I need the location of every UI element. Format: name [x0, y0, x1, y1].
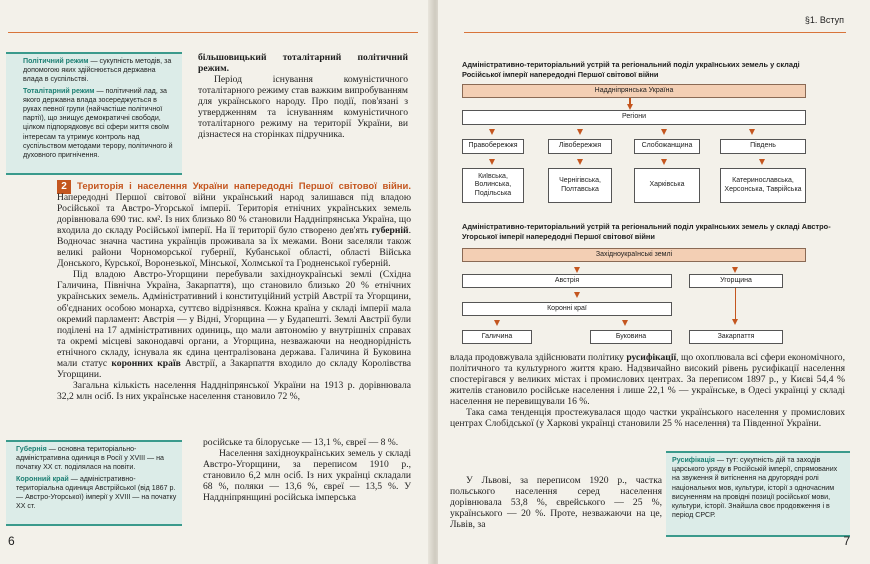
diagram-2-header: Західноукраїнські землі — [462, 248, 806, 262]
transcarpathia-box: Закарпаття — [689, 330, 783, 344]
section-paragraph-1: Територія і населення України напередодні Першої світової війни. Напередодні Першої світової війни український народ залишався під владою Російської та Австро-Угорської імперії. Територія етнічних українських земель дорівнювала 690 тис. км². Із них близько 80 % становили Наддніпрянська Україна, що входила до складу Російської імперії. На її території було створено дев'ять губерній. Водночас значна частина українців проживала за їх межами. Вони заселяли також великі райони Чорноморської губернії, Кубанської області, області Війська Донського, Курської, Воронезької, Мінської, Холмської та Гродненської губерній. — [57, 181, 411, 270]
right-text-bottom — [450, 475, 662, 530]
austria-box: Австрія — [462, 274, 672, 288]
gloss-gubernia: Губернія — основна територіально-адміністративна одиниця в Росії у XVIII — на початку XX ст. поділялася на повіти. — [16, 445, 164, 472]
arrow-down-icon — [489, 159, 495, 165]
lviv-paragraph: У Львові, за переписом 1920 р., частка польського населення серед населення дорівнювала 53,8 %, єврейського — 25 %, українського — 20 %. Проте, незважаючи на це, Львів, за — [450, 475, 662, 531]
arrow-down-icon — [759, 159, 765, 165]
hungary-box: Угорщина — [689, 274, 783, 288]
region-box: Правобережжя — [462, 139, 524, 154]
crown-lands-box: Коронні краї — [462, 302, 672, 316]
russification-paragraph: влада продовжувала здійснювати політику русифікації, що охоплювала всі сфери економічного, політичного та культурного життя краю. Надзвичайно високий рівень русифікації населення спостерігався у великих містах і промислових центрах. За переписом 1897 р., у Києві 54,4 % жителів становило російське населення і лише 22,1 % — українське, в Одесі українці у складі населення не перевищували 16 %. — [450, 352, 845, 408]
top-rule — [8, 32, 418, 33]
text-western-pop: Населення західноукраїнських земель у складі Австро-Угорщини, за переписом 1910 р., становило 6,2 млн осіб. Із них українці складали 68 %, поляки — 13,6 %, євреї — 13,5 %. У Наддніпрянщині російська імперська — [203, 448, 411, 504]
arrow-down-icon — [574, 267, 580, 273]
gloss-political-regime: Політичний режим — сукупність методів, за допомогою яких здійснюється державна влада в суспільстві. — [23, 57, 172, 84]
right-text-top — [450, 352, 845, 429]
diagram-1-header: Наддніпрянська Україна — [462, 84, 806, 98]
text-regime-name: більшовицький тоталітарний політичний режим. — [198, 52, 408, 75]
text-russian-pop: російське та білоруське — 13,1 %, євреї — 8 %. — [203, 437, 399, 448]
section-paragraph-3: Загальна кількість населення Наддніпрянської України на 1913 р. дорівнювала 32,2 млн осіб. Із них українське населення становило 72 %, — [57, 379, 411, 402]
trend-paragraph: Така сама тенденція простежувалася щодо частки українського населення у промислових центрах Слобідської (у Харкові українці становили 25 % населення) та Південної України. — [450, 407, 845, 430]
arrow-line — [735, 288, 737, 320]
arrow-down-icon — [732, 319, 738, 325]
section-title: Територія і населення України напередодні Першої світової війни. — [77, 181, 411, 192]
arrow-down-icon — [489, 129, 495, 135]
gubernia-box: Чернігівська, Полтавська — [548, 168, 612, 203]
section-number-badge: 2 — [57, 180, 71, 194]
bukovina-box: Буковина — [590, 330, 672, 344]
region-box: Слобожанщина — [634, 139, 700, 154]
gloss-russification: Русифікація — тут: сукупність дій та заходів царського уряду в Російській імперії, спрямованих на звуження й витіснення на другорядні ролі національних мов, культури, історії з одночасним висуненням на провідні позиції російської мови, культури, історії. Знайшла своє продовження і в період СРСР. — [672, 456, 838, 520]
glossary-box-russification — [666, 451, 850, 537]
region-box: Південь — [720, 139, 806, 154]
diagram-2-title: Адміністративно-територіальний устрій та регіональний поділ українських земель у складі Австро-Угорської імперії напередодні Першої світової війни — [462, 222, 831, 241]
running-head: §1. Вступ — [804, 15, 844, 25]
gubernia-box: Харківська — [634, 168, 700, 203]
arrow-down-icon — [574, 292, 580, 298]
right-page — [438, 0, 870, 564]
arrow-down-icon — [661, 159, 667, 165]
page-number-right: 7 — [843, 534, 850, 548]
arrow-down-icon — [577, 159, 583, 165]
galicia-box: Галичина — [462, 330, 532, 344]
text-period: Період існування комуністичного тоталітарного режиму став важким випробуванням для українського народу. Про події, пов'язані з утвердженням та існуванням комуністичного тоталітарного режиму на території України, ви дізнаєтеся на сторінках підручника. — [198, 74, 408, 141]
top-rule-right — [464, 32, 846, 33]
region-box: Лівобережжя — [548, 139, 612, 154]
left-page — [0, 0, 432, 564]
arrow-down-icon — [732, 267, 738, 273]
gloss-crown-land: Коронний край — адміністративно-територіальна одиниця Австрійської (від 1867 р. — Австро-Угорської) імперії у XVIII — на початку XX ст. — [16, 474, 177, 511]
section-paragraph-2: Під владою Австро-Угорщини перебували західноукраїнські землі (Східна Галичина, Північна Україна, Закарпаття), що становило близько 20 % етнічних українських земель. Адміністративний і конституційний устрій Австрії та Угорщини, об'єднаних особою монарха, суттєво відрізнявся. Кожна країна у складі імперії мала окремий парламент: Австрія — у Відні, Угорщина — у Будапешті. Землі Австрії були поділені на 17 адміністративних одиниць, що мали автономію у внутрішніх справах та окремі місцеві законодавчі органи, а Угорщина, незважаючи на неоднорідність етнічного складу, існувала як єдина централізована держава. Галичина й Буковина мали статус коронних країв Австрії, а Закарпаття входило до складу Королівства Угорщини. — [57, 269, 412, 380]
top-text-column — [198, 52, 408, 140]
narrow-text-column — [203, 437, 411, 503]
arrow-down-icon — [494, 320, 500, 326]
glossary-box-bottom — [6, 440, 182, 526]
gloss-totalitarian-regime: Тоталітарний режим — політичний лад, за якого державна влада зосереджується в руках певної групи (найчастіше політичної партії), що знищує демократичні свободи, цілком підпорядковує всі сфери життя своїм інтересам та утримує контроль над суспільством методами терору, політичного й духовного пригнічення. — [23, 86, 173, 160]
arrow-down-icon — [749, 129, 755, 135]
page-number-left: 6 — [8, 534, 15, 548]
main-text-column — [57, 181, 411, 402]
gubernia-box: Катеринославська, Херсонська, Таврійська — [720, 168, 806, 203]
gubernia-box: Київська, Волинська, Подільська — [462, 168, 524, 203]
diagram-1-regions: Регіони — [462, 110, 806, 125]
glossary-box-top — [6, 52, 182, 175]
arrow-down-icon — [622, 320, 628, 326]
arrow-down-icon — [661, 129, 667, 135]
diagram-1-title: Адміністративно-територіальний устрій та регіональний поділ українських земель у складі Російської імперії напередодні Першої світової війни — [462, 60, 800, 79]
arrow-down-icon — [577, 129, 583, 135]
